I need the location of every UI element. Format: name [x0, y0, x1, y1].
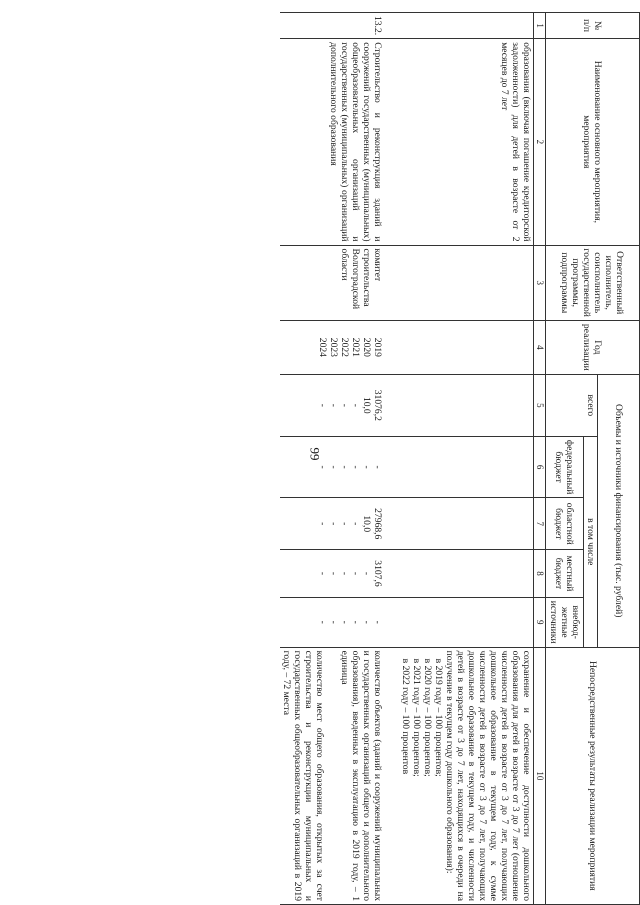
list-item: в 2019 году – 100 процентов; [433, 658, 444, 777]
value-cell: - [317, 522, 328, 526]
value-cell: - [350, 522, 361, 526]
colnum-10: 10 [534, 647, 546, 904]
colnum-8: 8 [534, 550, 546, 598]
row-local [280, 550, 384, 598]
year: 2024 [317, 337, 328, 357]
year: 2021 [350, 337, 361, 357]
header-extra: внебюд-жетные источники [546, 597, 584, 647]
value-cell: - [317, 403, 328, 407]
result-item: количество мест общего образования, открытых за счет строительства и реконструкции муниципальных и государственных общеобразовательных организаций в 2019 году, – 72 места [281, 650, 325, 901]
value-cell: - [339, 571, 350, 576]
value-cell: - [328, 465, 339, 469]
prev-name: образования (включая погашение кредиторской задолженности) для детей в возрасте от 2 месяцев до 7 лет [384, 39, 534, 245]
value-cell: - [339, 522, 350, 526]
page-number: 99 [307, 447, 323, 461]
program-table [280, 12, 640, 905]
value-cell: - [339, 403, 350, 407]
value-cell: - [350, 571, 361, 576]
header-name: Наименование основного мероприятия, мероприятия [546, 39, 640, 245]
prev-results [384, 647, 534, 904]
value-cell: - [328, 522, 339, 526]
value-cell: - [350, 465, 361, 469]
header-financing: Объемы и источники финансирования (тыс. рублей) [598, 374, 640, 647]
value-cell: - [317, 571, 328, 576]
colnum-5: 5 [534, 374, 546, 436]
year: 2023 [328, 337, 339, 357]
header-executor: Ответственный исполнитель, соисполнитель государственной программы, подпрограммы [546, 245, 640, 320]
colnum-1: 1 [534, 13, 546, 39]
header-num: № п/п [546, 13, 640, 39]
header-results: Непосредственные результаты реализации мероприятия [546, 647, 640, 904]
value-cell: - [328, 620, 339, 624]
value-cell: - [372, 620, 383, 624]
row-total [280, 374, 384, 436]
row-results [280, 647, 384, 904]
value-cell: - [361, 465, 372, 469]
year: 2020 [361, 337, 372, 357]
header-total: всего [546, 374, 598, 436]
row-federal [280, 436, 384, 498]
value-cell: 3107,6 [372, 560, 383, 587]
colnum-7: 7 [534, 498, 546, 550]
value-cell: - [350, 620, 361, 624]
header-federal: федеральный бюджет [546, 436, 584, 498]
value-cell: - [372, 465, 383, 469]
row-years [280, 320, 384, 374]
list-item: в 2020 году – 100 процентов; [422, 658, 433, 777]
table-row-prev [384, 13, 534, 905]
row-num: 13.2. [280, 13, 384, 39]
list-item: в 2021 году – 100 процентов; [411, 658, 422, 777]
header-local: местный бюджет [546, 550, 584, 598]
row-name: Строительство и реконструкция зданий и сооружений государственных (муниципальных) общеобразовательных организаций и государственных (муниципальных) организаций дополнительного образования [280, 39, 384, 245]
value-cell: - [361, 571, 372, 576]
value-cell: - [339, 620, 350, 624]
header-year: Год реализации [546, 320, 640, 374]
row-executor: комитет строительства Волгоградской области [280, 245, 384, 320]
value-cell: - [317, 465, 328, 469]
header-regional: областной бюджет [546, 498, 584, 550]
year: 2019 [372, 337, 383, 357]
value-cell: 10,0 [361, 396, 372, 414]
value-cell: - [350, 403, 361, 407]
prev-results-list [400, 651, 444, 901]
header-incl: в том числе [584, 436, 598, 647]
value-cell: 31076,2 [372, 389, 383, 421]
value-cell: - [328, 571, 339, 576]
colnum-4: 4 [534, 320, 546, 374]
row-regional [280, 498, 384, 550]
colnum-9: 9 [534, 597, 546, 647]
value-cell: 27968,6 [372, 508, 383, 540]
value-cell: - [339, 465, 350, 469]
year: 2022 [339, 337, 350, 357]
colnum-3: 3 [534, 245, 546, 320]
value-cell: 10,0 [361, 515, 372, 533]
result-item: количество объектов (зданий и сооружений муниципальных и государственных организаций общего и дополнительного образования), введенных в эксплуатацию в 2019 году, – 1 единица [339, 650, 383, 901]
colnum-6: 6 [534, 436, 546, 498]
value-cell: - [328, 403, 339, 407]
prev-results-text: сохранение и обеспечение доступности дошкольного образования для детей в возрасте от 3 до 7 лет (отношение численности детей в возрасте от 3 до 7 лет, получающих дошкольное образование в текущем году, к сумме численности детей в возрасте от 3 до 7 лет, получающих дошкольное образование в текущем году, и численности детей в возрасте от 3 до 7 лет, находящихся в очереди на получение в текущем году дошкольного образования): [444, 650, 532, 901]
row-extra [280, 597, 384, 647]
colnum-2: 2 [534, 39, 546, 245]
value-cell: - [361, 620, 372, 624]
table-row-13-2 [280, 13, 384, 905]
list-item: в 2022 году – 100 процентов [400, 658, 411, 775]
value-cell: - [317, 620, 328, 624]
